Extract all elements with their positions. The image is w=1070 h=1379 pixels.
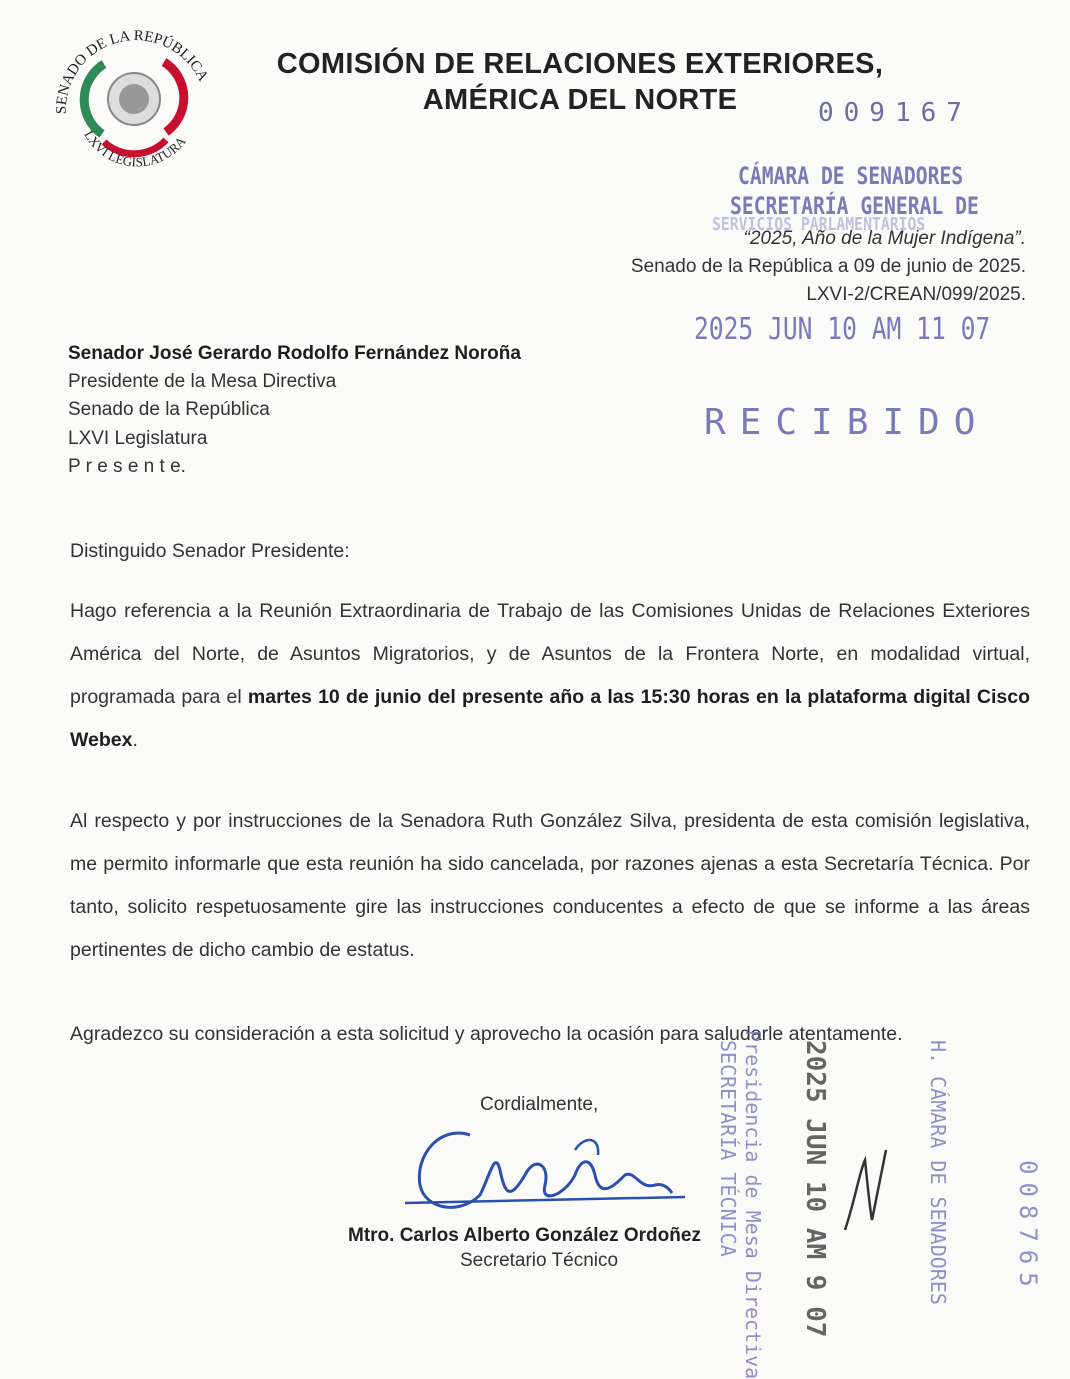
senate-seal-logo	[44, 14, 224, 194]
vertical-stamp-datetime: 2025 JUN 10 AM 9 07	[800, 1040, 830, 1338]
closing-cordially: Cordialmente,	[480, 1094, 599, 1115]
folio-number-top: 009167	[818, 98, 972, 128]
paragraph-2: Al respecto y por instrucciones de la Senadora Ruth González Silva, presidenta de esta comisión legislativa, me permito informarle que esta reunión ha sido cancelada, por razones ajenas a esta Secretaría Técnica. Por tanto, solicito respetuosamente gire las instrucciones conducentes a efecto de que se informe a las áreas pertinentes de dicho cambio de estatus.	[70, 810, 1030, 961]
stamp-line1: CÁMARA DE SENADORES	[738, 162, 964, 190]
paragraph-1-bold: martes 10 de junio del presente año a las 15:30 horas en la plataforma digital Cisco Webex	[70, 686, 1030, 751]
addressee-name: Senador José Gerardo Rodolfo Fernández Noroña	[68, 343, 521, 364]
stamp-received: RECIBIDO	[704, 402, 990, 443]
addressee-org: Senado de la República	[68, 399, 270, 420]
paragraph-3: Agradezco su consideración a esta solicitud y aprovecho la ocasión para saludarle atentamente.	[70, 1023, 903, 1045]
svg-text:LXVI LEGISLATURA	[81, 128, 189, 170]
stamp-datetime: 2025 JUN 10 AM 11 07	[694, 312, 991, 347]
paragraph-1	[70, 590, 1030, 762]
initials-scribble	[840, 1140, 890, 1240]
stamp-line2: SECRETARÍA GENERAL DE	[730, 192, 979, 220]
paragraph-1-text: Hago referencia a la Reunión Extraordinaria de Trabajo de las Comisiones Unidas de Relaciones Exteriores América del Norte, de Asuntos Migratorios, y de Asuntos de la Frontera Norte, en modalidad virtual, programada para el	[70, 600, 1030, 708]
vertical-stamp-1: Presidencia de Mesa Directiva	[741, 1030, 765, 1379]
stamp-line3: SERVICIOS PARLAMENTARIOS	[712, 214, 926, 235]
addressee-present: P r e s e n t e.	[68, 456, 186, 477]
addressee-role: Presidente de la Mesa Directiva	[68, 371, 337, 392]
signer-name: Mtro. Carlos Alberto González Ordoñez	[348, 1225, 701, 1246]
signer-title: Secretario Técnico	[460, 1250, 619, 1271]
year-motto: “2025, Año de la Mujer Indígena”.	[743, 228, 1026, 249]
handwritten-signature	[400, 1115, 690, 1225]
paragraph-1-end: .	[132, 729, 138, 751]
seal-text-top: SENADO DE LA REPÚBLICA	[53, 28, 211, 115]
place-date: Senado de la República a 09 de junio de 2025.	[630, 256, 1026, 277]
vertical-stamp-2: SECRETARÍA TÉCNICA	[716, 1040, 740, 1257]
committee-title-line1: COMISIÓN DE RELACIONES EXTERIORES,	[276, 48, 884, 80]
reference-number: LXVI-2/CREAN/099/2025.	[806, 284, 1026, 305]
addressee-legislature: LXVI Legislatura	[68, 428, 208, 449]
salutation: Distinguido Senador Presidente:	[70, 540, 350, 562]
committee-title-line2: AMÉRICA DEL NORTE	[422, 84, 738, 116]
vertical-stamp-chamber: H. CÁMARA DE SENADORES	[926, 1040, 950, 1305]
seal-text-bottom: LXVI LEGISLATURA	[81, 127, 189, 170]
folio-number-bottom: 008765	[1014, 1160, 1042, 1295]
